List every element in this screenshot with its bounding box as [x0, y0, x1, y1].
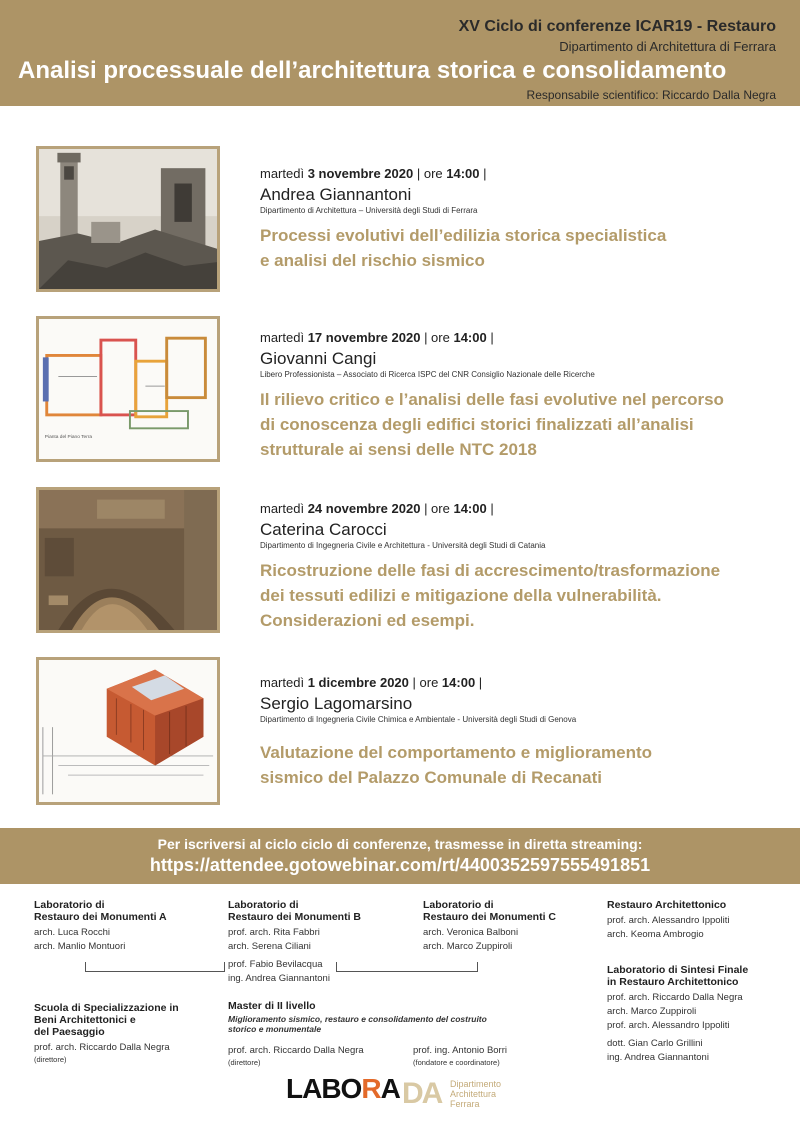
event-photo-floor-plan	[36, 316, 220, 462]
page-title: Analisi processuale dell’architettura storica e consolidamento	[18, 57, 727, 84]
lab-c-heading-1: Laboratorio di	[423, 899, 494, 911]
master-founder	[413, 1044, 593, 1067]
sintesi-heading-1: Laboratorio di Sintesi Finale	[607, 964, 749, 976]
event-affiliation: Libero Professionista – Associato di Ricerca ISPC del CNR Consiglio Nazionale delle Ricerche	[260, 370, 595, 379]
sintesi-person-5: ing. Andrea Giannantoni	[607, 1052, 709, 1063]
event-title: Il rilievo critico e l’analisi delle fasi evolutive nel percorso di conoscenza degli edifici storici finalizzati all’analisi strutturale ai sensi delle NTC 2018	[260, 390, 724, 459]
da-logo: DA	[402, 1077, 442, 1110]
plan-caption: Pianta del Piano Terra	[44, 434, 93, 440]
scuola-director: prof. arch. Riccardo Dalla Negra	[34, 1042, 170, 1053]
event-speaker: Sergio Lagomarsino	[260, 694, 413, 713]
lab-b-person-1: prof. arch. Rita Fabbri	[228, 927, 320, 938]
master-heading: Master di II livello	[228, 1000, 316, 1012]
event-details	[260, 675, 780, 790]
event-speaker: Giovanni Cangi	[260, 349, 377, 368]
event-affiliation: Dipartimento di Architettura – Università degli Studi di Ferrara	[260, 206, 478, 215]
restauro-person-1: prof. arch. Alessandro Ippoliti	[607, 915, 730, 926]
event-photo-ruins	[36, 146, 220, 292]
master-director-role: (direttore)	[228, 1058, 261, 1067]
master-founder-name: prof. ing. Antonio Borri	[413, 1045, 507, 1056]
lab-c-heading-2: Restauro dei Monumenti C	[423, 911, 557, 923]
restauro-heading: Restauro Architettonico	[607, 899, 727, 911]
shared-person-1: prof. Fabio Bevilacqua	[228, 959, 323, 970]
lab-a-heading-1: Laboratorio di	[34, 899, 105, 911]
lab-b-heading-1: Laboratorio di	[228, 899, 299, 911]
lab-b-heading-2: Restauro dei Monumenti B	[228, 911, 362, 923]
scuola-heading-3: del Paesaggio	[34, 1026, 105, 1038]
master-ii-livello	[228, 1000, 558, 1034]
scuola-director-role: (direttore)	[34, 1055, 67, 1064]
event-title: Ricostruzione delle fasi di accrescimento/trasformazione dei tessuti edilizi e mitigazione della vulnerabilità. Considerazioni ed esempi.	[260, 561, 721, 630]
lab-c	[423, 899, 603, 954]
registration-link[interactable]: https://attendee.gotowebinar.com/rt/4400352597555491851	[149, 855, 651, 875]
master-subtitle-1: Miglioramento sismico, restauro e consolidamento del costruito	[228, 1014, 487, 1024]
lab-b	[228, 899, 408, 954]
sintesi-person-4: dott. Gian Carlo Grillini	[607, 1038, 703, 1049]
bracket-line-left	[85, 962, 225, 972]
scuola-specializzazione	[34, 1002, 214, 1064]
lab-c-person-1: arch. Veronica Balboni	[423, 927, 519, 938]
shared-person-2: ing. Andrea Giannantoni	[228, 973, 330, 984]
restauro-person-2: arch. Keoma Ambrogio	[607, 929, 704, 940]
sintesi-person-1: prof. arch. Riccardo Dalla Negra	[607, 992, 743, 1003]
event-title: Valutazione del comportamento e miglioramento sismico del Palazzo Comunale di Recanati	[260, 743, 653, 787]
event-details	[260, 501, 780, 633]
series-title: XV Ciclo di conferenze ICAR19 - Restauro	[458, 18, 776, 35]
lab-a-person-2: arch. Manlio Montuori	[34, 941, 126, 952]
event-affiliation: Dipartimento di Ingegneria Civile Chimica e Ambientale - Università degli Studi di Genova	[260, 715, 577, 724]
event-title: Processi evolutivi dell’edilizia storica specialistica e analisi del rischio sismico	[260, 226, 667, 270]
scientific-responsible: Responsabile scientifico: Riccardo Dalla Negra	[526, 88, 776, 102]
event-date: martedì 1 dicembre 2020 | ore 14:00 |	[260, 675, 483, 690]
footer	[0, 884, 800, 1124]
event-date: martedì 3 novembre 2020 | ore 14:00 |	[260, 166, 487, 181]
registration-banner	[0, 828, 800, 884]
scuola-heading-2: Beni Architettonici e	[34, 1014, 136, 1026]
event-date: martedì 17 novembre 2020 | ore 14:00 |	[260, 330, 494, 345]
restauro-architettonico	[607, 899, 797, 942]
master-director	[228, 1044, 408, 1067]
lab-c-person-2: arch. Marco Zuppiroli	[423, 941, 513, 952]
event-details	[260, 330, 780, 462]
lab-a	[34, 899, 214, 954]
labora-logo: LABORA	[286, 1073, 400, 1104]
department-name: Dipartimento di Architettura di Ferrara	[559, 39, 776, 54]
event-affiliation: Dipartimento di Ingegneria Civile e Architettura - Università degli Studi di Catania	[260, 541, 546, 550]
sintesi-person-2: arch. Marco Zuppiroli	[607, 1006, 697, 1017]
master-director-name: prof. arch. Riccardo Dalla Negra	[228, 1045, 364, 1056]
event-details	[260, 166, 780, 273]
da-logo-text: Dipartimento Architettura Ferrara	[450, 1079, 502, 1109]
event-speaker: Caterina Carocci	[260, 520, 387, 539]
lab-a-heading-2: Restauro dei Monumenti A	[34, 911, 167, 923]
master-subtitle-2: storico e monumentale	[228, 1024, 322, 1034]
master-founder-role: (fondatore e coordinatore)	[413, 1058, 500, 1067]
lab-a-person-1: arch. Luca Rocchi	[34, 927, 111, 938]
lab-sintesi-finale	[607, 964, 797, 1065]
event-photo-palazzo-model	[36, 657, 220, 805]
scuola-heading-1: Scuola di Specializzazione in	[34, 1002, 179, 1014]
header-band	[0, 0, 800, 106]
event-photo-masonry	[36, 487, 220, 633]
sintesi-person-3: prof. arch. Alessandro Ippoliti	[607, 1020, 730, 1031]
lab-b-person-2: arch. Serena Ciliani	[228, 941, 311, 952]
shared-instructors	[228, 958, 388, 986]
sintesi-heading-2: in Restauro Architettonico	[607, 976, 739, 988]
event-speaker: Andrea Giannantoni	[260, 185, 412, 204]
registration-text: Per iscriversi al ciclo ciclo di conferenze, trasmesse in diretta streaming:	[157, 836, 643, 852]
event-date: martedì 24 novembre 2020 | ore 14:00 |	[260, 501, 494, 516]
